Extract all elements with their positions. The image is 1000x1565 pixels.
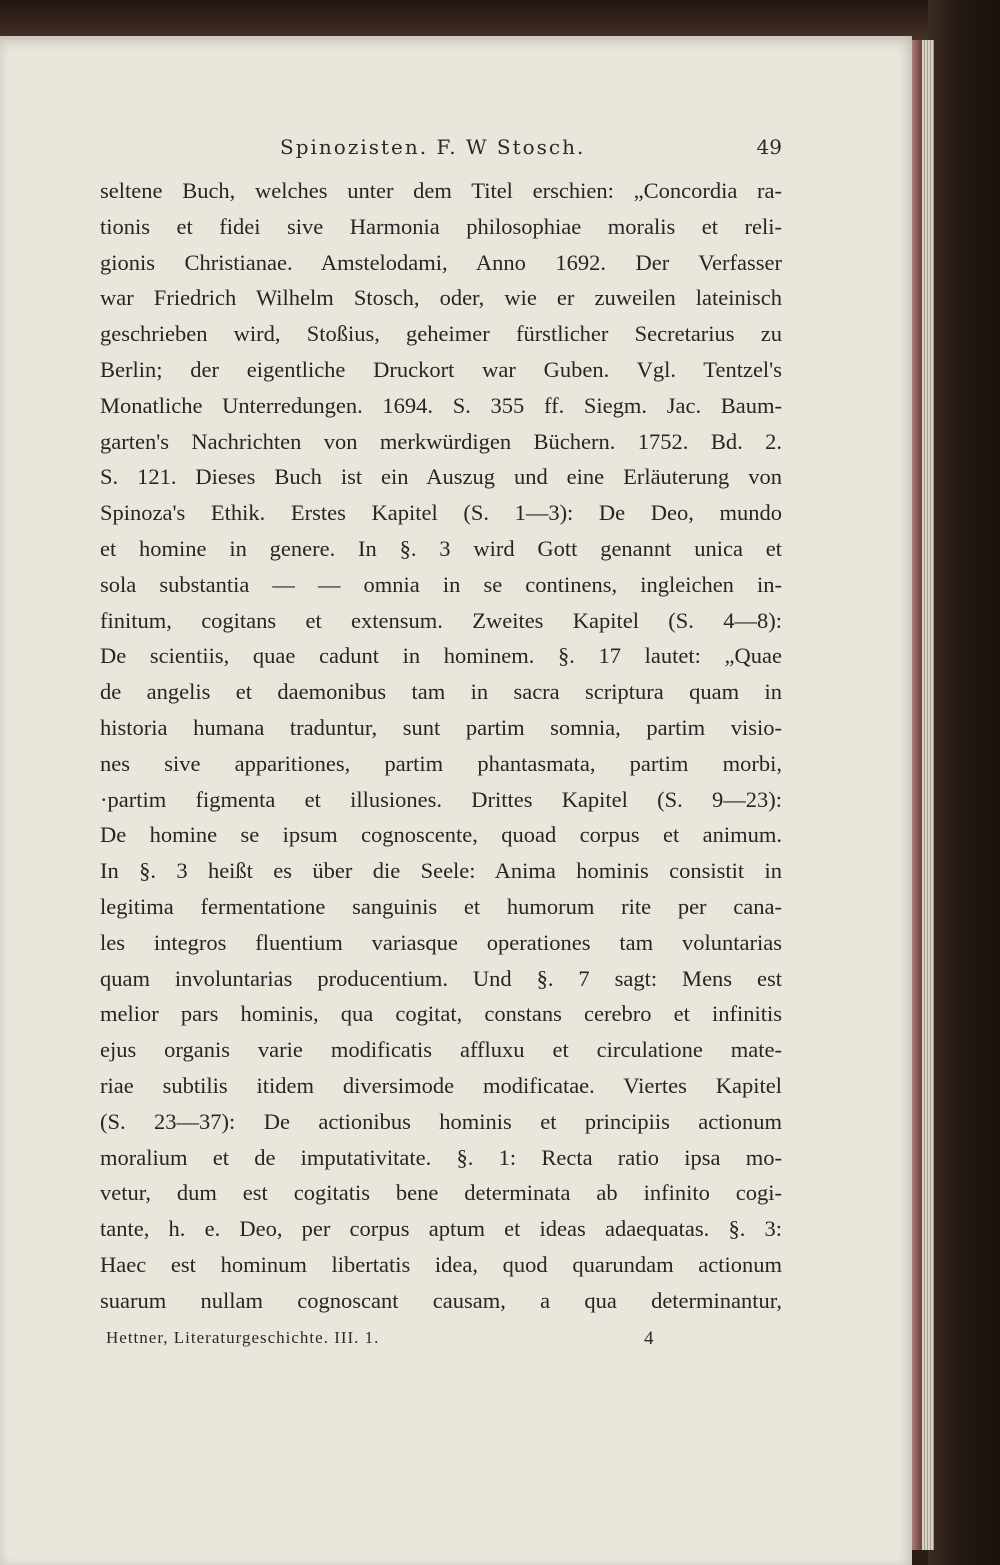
- text-line: historia humana traduntur, sunt partim somnia, partim visio-: [100, 714, 782, 740]
- page-footer: [100, 1328, 782, 1356]
- page-edges: [922, 40, 934, 1550]
- running-title: Spinozisten. F. W Stosch.: [280, 135, 586, 159]
- text-line: S. 121. Dieses Buch ist ein Auszug und eine Erläuterung von: [100, 464, 782, 490]
- text-line: legitima fermentatione sanguinis et humorum rite per cana-: [100, 893, 782, 919]
- text-line: De scientiis, quae cadunt in hominem. §. 17 lautet: „Quae: [100, 643, 782, 669]
- text-line: les integros fluentium variasque operationes tam voluntarias: [100, 929, 782, 955]
- text-line: et homine in genere. In §. 3 wird Gott genannt unica et: [100, 535, 782, 561]
- text-line: melior pars hominis, qua cogitat, constans cerebro et infinitis: [100, 1001, 782, 1027]
- text-line: garten's Nachrichten von merkwürdigen Büchern. 1752. Bd. 2.: [100, 428, 782, 454]
- text-line: Spinoza's Ethik. Erstes Kapitel (S. 1—3): De Deo, mundo: [100, 500, 782, 526]
- book-cover-edge: [928, 0, 1000, 1565]
- text-line: war Friedrich Wilhelm Stosch, oder, wie er zuweilen lateinisch: [100, 285, 782, 311]
- text-line: moralium et de imputativitate. §. 1: Recta ratio ipsa mo-: [100, 1144, 782, 1170]
- text-line: sola substantia — — omnia in se continens, ingleichen in-: [100, 571, 782, 597]
- running-head: [100, 135, 782, 165]
- printer-signature: Hettner, Literaturgeschichte. III. 1.: [106, 1328, 380, 1347]
- text-line: tante, h. e. Deo, per corpus aptum et ideas adaequatas. §. 3:: [100, 1216, 782, 1242]
- text-line: Haec est hominum libertatis idea, quod quarundam actionum: [100, 1251, 782, 1277]
- text-line: ejus organis varie modificatis affluxu et circulatione mate-: [100, 1037, 782, 1063]
- text-line: geschrieben wird, Stoßius, geheimer fürstlicher Secretarius zu: [100, 321, 782, 347]
- text-line: De homine se ipsum cognoscente, quoad corpus et animum.: [100, 822, 782, 848]
- text-line: suarum nullam cognoscant causam, a qua determinantur,: [100, 1287, 782, 1313]
- page-number: 49: [756, 135, 782, 159]
- text-line: In §. 3 heißt es über die Seele: Anima hominis consistit in: [100, 858, 782, 884]
- text-line: de angelis et daemonibus tam in sacra scriptura quam in: [100, 679, 782, 705]
- text-line: tionis et fidei sive Harmonia philosophiae moralis et reli-: [100, 213, 782, 239]
- sheet-number: 4: [644, 1328, 654, 1349]
- text-line: nes sive apparitiones, partim phantasmata, partim morbi,: [100, 750, 782, 776]
- text-line: Monatliche Unterredungen. 1694. S. 355 ff. Siegm. Jac. Baum-: [100, 392, 782, 418]
- text-line: finitum, cogitans et extensum. Zweites Kapitel (S. 4—8):: [100, 607, 782, 633]
- text-line: seltene Buch, welches unter dem Titel erschien: „Concordia ra-: [100, 178, 782, 203]
- text-line: (S. 23—37): De actionibus hominis et principiis actionum: [100, 1108, 782, 1134]
- body-text: [100, 173, 782, 1319]
- text-line: vetur, dum est cogitatis bene determinata ab infinito cogi-: [100, 1180, 782, 1206]
- text-line: riae subtilis itidem diversimode modificatae. Viertes Kapitel: [100, 1072, 782, 1098]
- text-line: gionis Christianae. Amstelodami, Anno 1692. Der Verfasser: [100, 249, 782, 275]
- text-line: quam involuntarias producentium. Und §. 7 sagt: Mens est: [100, 965, 782, 991]
- text-line: ·partim figmenta et illusiones. Drittes Kapitel (S. 9—23):: [100, 786, 782, 812]
- text-line: Berlin; der eigentliche Druckort war Guben. Vgl. Tentzel's: [100, 356, 782, 382]
